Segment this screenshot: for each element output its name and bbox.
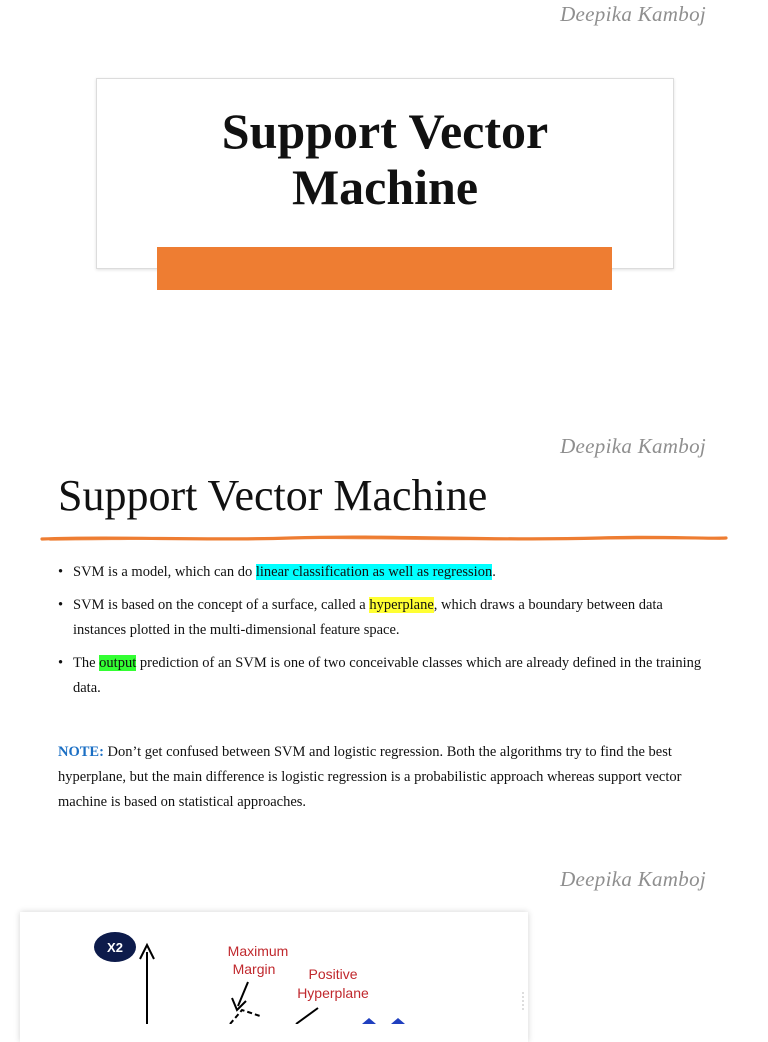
author-watermark-1: Deepika Kamboj bbox=[560, 2, 706, 26]
title-accent-bar bbox=[157, 247, 612, 290]
margin-pointer-line bbox=[238, 982, 248, 1006]
bullet-item-1 bbox=[56, 560, 716, 585]
highlight-output: output bbox=[99, 655, 137, 671]
margin-dashed-box bbox=[230, 1010, 260, 1024]
label-margin: Margin bbox=[232, 961, 276, 977]
note-paragraph bbox=[58, 740, 718, 815]
label-maximum: Maximum bbox=[227, 943, 289, 959]
author-watermark-2: Deepika Kamboj bbox=[560, 434, 706, 458]
note-text: Don’t get confused between SVM and logistic regression. Both the algorithms try to find the best hyperplane, but the main difference is logistic regression is a probabilistic approach whereas support vector machine is based on statistical approaches. bbox=[58, 744, 682, 810]
note-label: NOTE: bbox=[58, 744, 104, 760]
highlight-linear-classification: linear classification as well as regression bbox=[255, 564, 493, 580]
section-heading: Support Vector Machine bbox=[58, 471, 488, 520]
bullet-2-text-end: , which draws a boundary between data instances plotted in the multi-dimensional feature space. bbox=[73, 597, 663, 638]
label-hyperplane: Hyperplane bbox=[297, 985, 369, 1001]
slide-title-line-1: Support Vector bbox=[221, 103, 549, 159]
title-card bbox=[96, 78, 674, 269]
bullet-3-text-start: The bbox=[73, 655, 100, 671]
bullet-list bbox=[56, 560, 716, 709]
bullet-item-3 bbox=[56, 651, 716, 701]
slide-title-line-2: Machine bbox=[291, 159, 479, 215]
x2-axis-label: X2 bbox=[107, 940, 123, 955]
bullet-2-text-start: SVM is based on the concept of a surface, called a bbox=[73, 597, 370, 613]
svm-diagram-card bbox=[20, 912, 528, 1042]
hyperplane-pointer-line bbox=[296, 1008, 318, 1024]
bullet-1-text-end: . bbox=[492, 564, 496, 580]
author-watermark-3: Deepika Kamboj bbox=[560, 867, 706, 891]
bullet-item-2 bbox=[56, 593, 716, 643]
positive-class-marker bbox=[362, 1018, 376, 1024]
slide-title bbox=[97, 103, 673, 215]
highlight-hyperplane: hyperplane bbox=[369, 597, 434, 613]
bullet-3-text-end: prediction of an SVM is one of two conceivable classes which are already defined in the training data. bbox=[73, 655, 702, 696]
svm-diagram bbox=[20, 912, 528, 1024]
label-positive: Positive bbox=[308, 966, 358, 982]
heading-underline-stroke bbox=[40, 533, 728, 545]
positive-class-marker bbox=[391, 1018, 405, 1024]
bullet-1-text-start: SVM is a model, which can do bbox=[73, 564, 256, 580]
